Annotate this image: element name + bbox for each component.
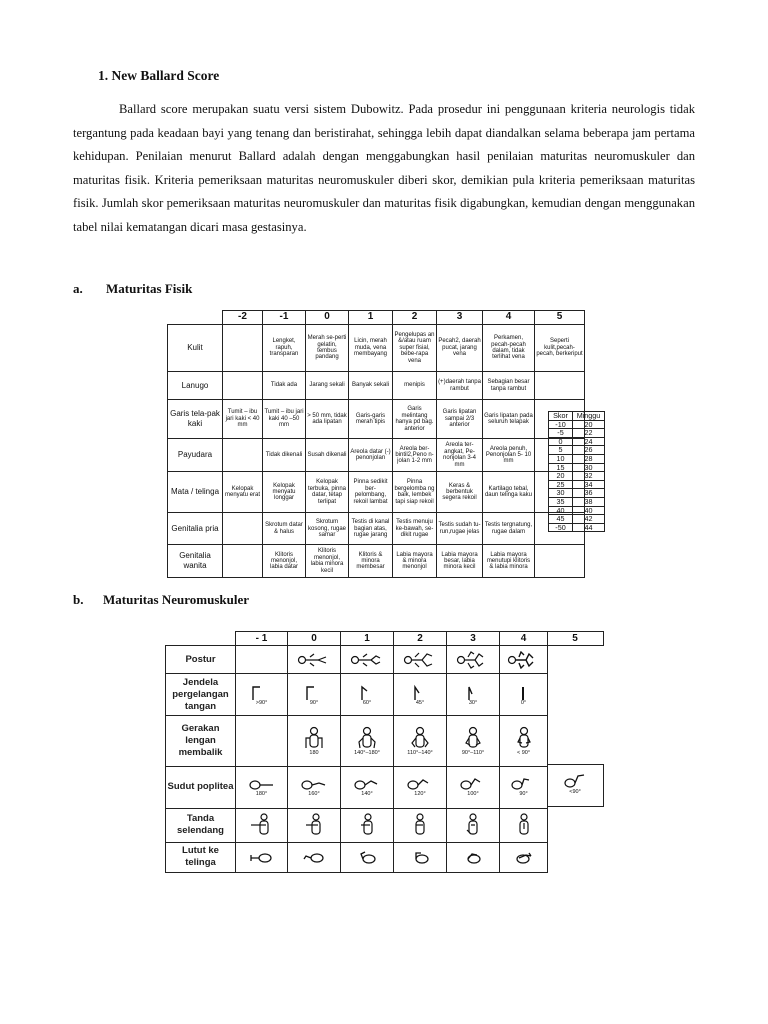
popliteal-figure [236, 766, 288, 808]
skor-cell: 30 [549, 489, 573, 498]
skor-cell: 35 [549, 497, 573, 506]
posture-figure [500, 646, 548, 674]
skor-cell: 26 [573, 446, 605, 455]
heel-to-ear-figure [341, 842, 394, 872]
fisik-cell: Tidak dikenali [263, 438, 306, 472]
fisik-cell: Areola penuh, Penonjolan 5- 10 mm [483, 438, 535, 472]
fisik-cell [535, 371, 585, 399]
fisik-cell: Labia mayora menutupi klitoris & labia minora [483, 545, 535, 578]
wrist-figure [500, 674, 548, 716]
fisik-row-label: Mata / telinga [168, 472, 223, 513]
fisik-cell: Tidak ada [263, 371, 306, 399]
section-heading: 1. New Ballard Score [98, 68, 220, 83]
wrist-angle: >90° [255, 699, 268, 706]
section-b-letter: b. [73, 592, 84, 607]
intro-paragraph [73, 98, 695, 240]
scarf-sign-figure [288, 808, 341, 842]
neuro-row-label: Postur [166, 646, 236, 674]
posture-figure [288, 646, 341, 674]
section-b-title: Maturitas Neuromuskuler [103, 592, 250, 607]
fisik-cell: Garis lipatan pada seluruh telapak [483, 400, 535, 439]
popliteal-figure [341, 766, 394, 808]
skor-cell: 24 [573, 437, 605, 446]
fisik-header: 2 [393, 311, 437, 325]
neuro-row-label: Lutut ke telinga [166, 842, 236, 872]
posture-figure [394, 646, 447, 674]
fisik-cell: Testis di kanal bagian atas, rugae jarang [349, 512, 393, 544]
fisik-cell: Skrotum kosong, rugae samar [306, 512, 349, 544]
skor-cell: 44 [573, 523, 605, 532]
heel-to-ear-figure [236, 842, 288, 872]
fisik-cell: menipis [393, 371, 437, 399]
scarf-sign-figure [341, 808, 394, 842]
neuro-header: 3 [447, 632, 500, 646]
fisik-cell: Keras & berbentuk segera rekoil [437, 472, 483, 513]
fisik-cell [223, 371, 263, 399]
fisik-cell: Kartilago tebal, daun telinga kaku [483, 472, 535, 513]
neuro-header: 0 [288, 632, 341, 646]
fisik-cell: Labia mayora & minora menonjol [393, 545, 437, 578]
skor-cell: 20 [573, 420, 605, 429]
fisik-cell [535, 545, 585, 578]
neuro-row-label: Jendela pergelangan tangan [166, 674, 236, 716]
physical-maturity-table [167, 310, 585, 578]
fisik-cell: Kelopak menyatu erat [223, 472, 263, 513]
fisik-cell: Kelopak menyatu longgar [263, 472, 306, 513]
skor-cell: 42 [573, 515, 605, 524]
arm-angle: 110°–140° [407, 749, 433, 756]
scarf-sign-figure [447, 808, 500, 842]
fisik-header: 3 [437, 311, 483, 325]
wrist-angle: 0° [520, 699, 527, 706]
neuro-row-label: Gerakan lengan membalik [166, 716, 236, 766]
wrist-angle: 30° [468, 699, 478, 706]
wrist-figure [236, 674, 288, 716]
neuro-row-label: Sudut poplitea [166, 766, 236, 808]
fisik-header: -2 [223, 311, 263, 325]
neuromuscular-maturity-table [165, 631, 548, 873]
fisik-cell: Skrotum datar & halus [263, 512, 306, 544]
arm-angle: 90°–110° [461, 749, 485, 756]
fisik-row-label: Lanugo [168, 371, 223, 399]
fisik-row-label: Garis tela-pak kaki [168, 400, 223, 439]
arm-recoil-figure [288, 716, 341, 766]
fisik-cell: Banyak sekali [349, 371, 393, 399]
section-a-letter: a. [73, 281, 83, 296]
fisik-cell: Areola datar (-) penonjolan [349, 438, 393, 472]
skor-cell: 40 [573, 506, 605, 515]
arm-angle: < 90° [516, 749, 531, 756]
neuro-row-label: Tanda selendang [166, 808, 236, 842]
skor-cell: -5 [549, 429, 573, 438]
arm-recoil-figure [447, 716, 500, 766]
posture-figure [341, 646, 394, 674]
fisik-cell: Pengelupas an &/atau ruam super fisial, bebe-rapa vena [393, 325, 437, 372]
skor-cell: -10 [549, 420, 573, 429]
popliteal-angle: 180° [255, 791, 268, 798]
fisik-cell [223, 325, 263, 372]
scarf-sign-figure [394, 808, 447, 842]
fisik-cell: Klitoris menonjol, labia minora kecil [306, 545, 349, 578]
neuro-header: 4 [500, 632, 548, 646]
fisik-cell: Klitoris menonjol, labia datar [263, 545, 306, 578]
neuro-header: - 1 [236, 632, 288, 646]
skor-header: Skor [549, 412, 573, 421]
popliteal-angle: <90° [569, 789, 581, 795]
posture-figure [236, 646, 288, 674]
neuro-header: 5 [547, 631, 604, 646]
arm-recoil-figure [236, 716, 288, 766]
arm-recoil-figure [341, 716, 394, 766]
fisik-cell: Labia mayora besar, labia minora kecil [437, 545, 483, 578]
scarf-sign-figure [500, 808, 548, 842]
fisik-cell: Licin, merah muda, vena membayang [349, 325, 393, 372]
skor-cell: 10 [549, 454, 573, 463]
fisik-cell: Garis lipatan sampai 2/3 anterior [437, 400, 483, 439]
fisik-cell: Garis-garis merah tipis [349, 400, 393, 439]
popliteal-angle: 100° [467, 791, 479, 798]
fisik-cell [223, 545, 263, 578]
heel-to-ear-figure [394, 842, 447, 872]
skor-cell: 30 [573, 463, 605, 472]
wrist-angle: 45° [415, 699, 425, 706]
fisik-cell: Susah dikenali [306, 438, 349, 472]
fisik-cell: Sebagian besar tanpa rambut [483, 371, 535, 399]
fisik-header: 1 [349, 311, 393, 325]
skor-cell: 38 [573, 497, 605, 506]
fisik-cell: Jarang sekali [306, 371, 349, 399]
posture-figure [447, 646, 500, 674]
fisik-cell: Areola ter-angkat, Pe-nonjolan 3-4 mm [437, 438, 483, 472]
fisik-header: 0 [306, 311, 349, 325]
skor-cell: 34 [573, 480, 605, 489]
fisik-header: -1 [263, 311, 306, 325]
skor-cell: 45 [549, 515, 573, 524]
popliteal-angle: 140° [361, 791, 373, 798]
fisik-cell: Lengket, rapuh, transparan [263, 325, 306, 372]
popliteal-figure [288, 766, 341, 808]
corner [166, 632, 236, 646]
fisik-cell [223, 438, 263, 472]
heel-to-ear-figure [500, 842, 548, 872]
fisik-cell [223, 512, 263, 544]
fisik-row-label: Genitalia wanita [168, 545, 223, 578]
fisik-cell: (+)daerah tanpa rambut [437, 371, 483, 399]
skor-cell: 32 [573, 472, 605, 481]
popliteal-angle: 160° [308, 791, 320, 798]
fisik-cell: Testis menuju ke-bawah, se-dikit rugae [393, 512, 437, 544]
fisik-cell: Garis melintang hanya pd bag. anterior [393, 400, 437, 439]
fisik-cell: Perkamen, pecah-pecah dalam, tidak terlihat vena [483, 325, 535, 372]
fisik-row-label: Kulit [168, 325, 223, 372]
skor-cell: 22 [573, 429, 605, 438]
fisik-cell: Pinna sedikit ber-pelombang, rekoil lambat [349, 472, 393, 513]
fisik-cell: > 50 mm, tidak ada lipatan [306, 400, 349, 439]
popliteal-figure [447, 766, 500, 808]
fisik-cell: Tumit – ibu jari kaki 40 –50 mm [263, 400, 306, 439]
skor-cell: 5 [549, 446, 573, 455]
wrist-angle: 90° [309, 699, 319, 706]
intro-text: Ballard score merupakan suatu versi sistem Dubowitz. Pada prosedur ini penggunaan kriteria neurologis tidak tergantung pada keadaan bayi yang tenang dan beristirahat, sehingga lebih dapat diandalkan selama beberapa jam pertama kehidupan. Penilaian menurut Ballard adalah dengan menggabungkan hasil penilaian maturitas neuromuskuler dan maturitas fisik. Kriteria pemeriksaan maturitas neuromuskuler diberi skor, demikian pula kriteria pemeriksaan maturitas fisik. Jumlah skor pemeriksaan maturitas neuromuskuler dan maturitas fisik digabungkan, kemudian dengan menggunakan tabel nilai kematangan dicari masa gestasinya. [73, 102, 695, 234]
skor-cell: 15 [549, 463, 573, 472]
popliteal-figure-extra [547, 764, 604, 807]
fisik-cell: Pecah2, daerah pucat, jarang vena [437, 325, 483, 372]
wrist-figure [394, 674, 447, 716]
wrist-angle: 60° [362, 699, 372, 706]
fisik-cell: Areola ber-bintil2,Peno n-jolan 1-2 mm [393, 438, 437, 472]
fisik-row-label: Payudara [168, 438, 223, 472]
arm-recoil-figure [394, 716, 447, 766]
score-weeks-table [548, 411, 605, 532]
wrist-figure [288, 674, 341, 716]
heel-to-ear-figure [447, 842, 500, 872]
skor-cell: 28 [573, 454, 605, 463]
fisik-cell: Tumit – ibu jari kaki < 40 mm [223, 400, 263, 439]
fisik-cell: Seperti kulit,pecah-pecah, berkeriput [535, 325, 585, 372]
skor-cell: 36 [573, 489, 605, 498]
fisik-cell: Pinna bergelomba ng baik, lembek tapi siap rekoil [393, 472, 437, 513]
wrist-figure [341, 674, 394, 716]
skor-cell: 0 [549, 437, 573, 446]
skor-cell: 25 [549, 480, 573, 489]
fisik-cell: Testis tergnatung, rugae dalam [483, 512, 535, 544]
arm-angle: 180 [309, 749, 319, 756]
popliteal-figure [394, 766, 447, 808]
corner [168, 311, 223, 325]
fisik-header: 5 [535, 311, 585, 325]
heel-to-ear-figure [288, 842, 341, 872]
fisik-header: 4 [483, 311, 535, 325]
fisik-cell: Merah se-perti gelatin, tembus pandang [306, 325, 349, 372]
popliteal-angle: 120° [414, 791, 426, 798]
popliteal-figure [500, 766, 548, 808]
fisik-cell: Kelopak terbuka, pinna datar, tetap terlipat [306, 472, 349, 513]
fisik-cell: Klitoris & minora membesar [349, 545, 393, 578]
skor-header: Minggu [573, 412, 605, 421]
skor-cell: 20 [549, 472, 573, 481]
scarf-sign-figure [236, 808, 288, 842]
fisik-cell: Testis sudah tu-run,rugae jelas [437, 512, 483, 544]
neuro-header: 2 [394, 632, 447, 646]
wrist-figure [447, 674, 500, 716]
arm-recoil-figure [500, 716, 548, 766]
arm-angle: 140°–180° [354, 749, 380, 756]
skor-cell: -50 [549, 523, 573, 532]
section-a-title: Maturitas Fisik [106, 281, 193, 296]
popliteal-angle: 90° [519, 791, 528, 798]
neuro-header: 1 [341, 632, 394, 646]
fisik-row-label: Genitalia pria [168, 512, 223, 544]
skor-cell: 40 [549, 506, 573, 515]
